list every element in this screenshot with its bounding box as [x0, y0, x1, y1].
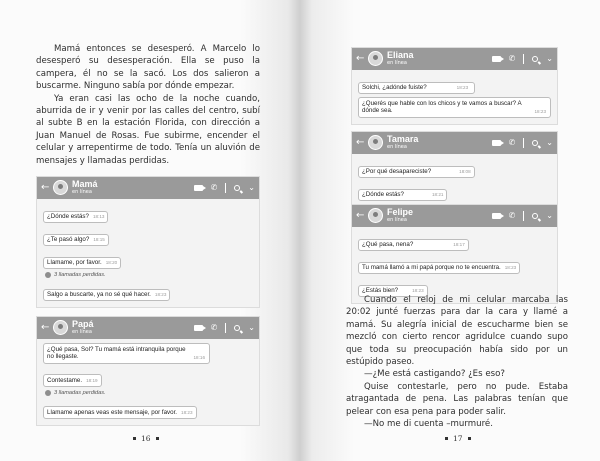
folio-dot: [445, 437, 448, 440]
missed-call-icon: [45, 272, 51, 278]
chat-body: [352, 154, 557, 207]
message-time: 18:23: [534, 109, 546, 115]
missed-calls-notice: 3 llamadas perdidas.: [45, 390, 253, 396]
chat-card-mama: [36, 176, 260, 308]
back-arrow-icon[interactable]: ←: [356, 53, 365, 64]
message-bubble[interactable]: Tu mamá llamó a mi papá porque no te encuentra. 18:23: [358, 262, 520, 275]
right-prose: [346, 294, 568, 430]
video-call-icon[interactable]: [194, 185, 203, 191]
paragraph: Mamá entonces se desesperó. A Marcelo lo desesperó su desesperación. Ella se puso la campera, él no se la sacó. Los dos salieron a buscarme. Ninguno sabía por dónde empezar.: [36, 44, 260, 92]
message-time: 18:19: [86, 377, 98, 383]
contact-name: Eliana: [387, 50, 414, 60]
phone-icon[interactable]: ✆: [508, 211, 516, 220]
message-time: 18:20: [105, 260, 118, 266]
page-number-left: 16: [133, 434, 159, 443]
avatar[interactable]: [53, 180, 68, 195]
chevron-down-icon[interactable]: ⌄: [546, 54, 553, 63]
message-bubble[interactable]: Contestame. 18:19: [43, 374, 102, 387]
message-bubble[interactable]: Salgo a buscarte, ya no sé qué hacer. 18:23: [43, 289, 170, 302]
search-icon[interactable]: [532, 140, 538, 146]
contact-name: Mamá: [72, 179, 98, 189]
message-time: 18:15: [93, 237, 105, 243]
message-time: 18:23: [504, 265, 517, 271]
header-icons: [194, 182, 255, 194]
avatar[interactable]: [53, 320, 68, 335]
contact-status: en línea: [387, 144, 407, 150]
paragraph: —No me di cuenta –murmuré.: [364, 419, 493, 430]
chat-header: [37, 177, 259, 199]
video-call-icon[interactable]: [492, 56, 501, 62]
contact-status: en línea: [72, 189, 92, 195]
message-bubble[interactable]: ¿Por qué desapareciste? 18:08: [358, 166, 475, 179]
message-time: 18:23: [412, 288, 424, 294]
folio-dot: [468, 437, 471, 440]
chevron-down-icon[interactable]: ⌄: [248, 183, 255, 192]
folio-dot: [133, 437, 136, 440]
message-bubble[interactable]: Llamame, por favor. 18:20: [43, 257, 121, 270]
back-arrow-icon[interactable]: ←: [356, 210, 365, 221]
message-bubble[interactable]: ¿Dónde estás? 18:21: [358, 189, 447, 202]
chat-card-tamara: [351, 131, 558, 208]
message-time: 18:13: [92, 214, 105, 219]
message-time: 18:23: [154, 292, 167, 298]
header-icons: [492, 53, 553, 65]
paragraph: —¿Me está castigando? ¿Es eso?: [364, 369, 505, 380]
divider: [523, 138, 524, 148]
contact-status: en línea: [387, 60, 407, 66]
chat-body: [352, 227, 557, 303]
paragraph: Ya eran casi las ocho de la noche cuando, aburrida de ir y venir por las calles del centro, subí al subte B en la estación Florida, con dirección a Juan Manuel de Rosas. Fue subirme, encender el celular y arrepentirme de todo. Tenía un aluvión de mensajes y llamadas perdidas.: [36, 93, 260, 166]
back-arrow-icon[interactable]: ←: [41, 182, 50, 193]
message-bubble[interactable]: ¿Dónde estás? 18:13: [43, 211, 108, 224]
right-page: [300, 0, 600, 461]
video-call-icon[interactable]: [492, 213, 501, 219]
search-icon[interactable]: [532, 213, 538, 219]
search-icon[interactable]: [234, 185, 240, 191]
folio-dot: [156, 437, 159, 440]
chat-card-felipe: [351, 204, 558, 304]
missed-call-icon: [45, 390, 51, 396]
header-icons: [194, 322, 255, 334]
message-time: 18:21: [431, 192, 444, 198]
contact-name: Felipe: [387, 207, 414, 217]
search-icon[interactable]: [532, 56, 538, 62]
back-arrow-icon[interactable]: ←: [356, 137, 365, 148]
divider: [523, 211, 524, 221]
phone-icon[interactable]: ✆: [210, 183, 218, 192]
message-time: 18:16: [193, 355, 205, 361]
divider: [225, 183, 226, 193]
chat-body: [37, 339, 259, 425]
back-arrow-icon[interactable]: ←: [41, 322, 50, 333]
contact-status: en línea: [72, 329, 92, 335]
chat-header: [37, 317, 259, 339]
phone-icon[interactable]: ✆: [508, 138, 516, 147]
chevron-down-icon[interactable]: ⌄: [546, 138, 553, 147]
chat-header: [352, 48, 557, 70]
left-prose: [36, 43, 260, 167]
message-bubble[interactable]: ¿Qué pasa, Sol? Tu mamá está intranquila porque no llegaste. 18:16: [43, 343, 210, 364]
message-time: 18:23: [456, 85, 469, 90]
search-icon[interactable]: [234, 325, 240, 331]
divider: [523, 54, 524, 64]
divider: [225, 323, 226, 333]
message-bubble[interactable]: Solchi, ¿adónde fuiste? 18:23: [358, 82, 475, 95]
video-call-icon[interactable]: [194, 325, 203, 331]
paragraph: Quise contestarle, pero no pude. Estaba atragantada de pena. Las palabras tenían que pelear con esa pena para poder salir.: [346, 381, 568, 417]
message-bubble[interactable]: ¿Qué pasa, nena? 18:17: [358, 239, 469, 252]
phone-icon[interactable]: ✆: [508, 54, 516, 63]
chevron-down-icon[interactable]: ⌄: [546, 211, 553, 220]
paragraph: Cuando el reloj de mi celular marcaba las 20:02 junté fuerzas para dar la cara y llamé a mamá. Su alegría inicial de escucharme bien se mezcló con cierto rencor agridulce cuando supo que toda su preocupación había sido por un estúpido paseo.: [346, 295, 568, 368]
chat-card-papa: [36, 316, 260, 426]
chat-body: [352, 70, 557, 124]
message-time: 18:08: [459, 169, 471, 174]
video-call-icon[interactable]: [492, 140, 501, 146]
avatar[interactable]: [368, 51, 383, 66]
chat-header: [352, 132, 557, 154]
chat-header: [352, 205, 557, 227]
avatar[interactable]: [368, 208, 383, 223]
contact-name: Papá: [72, 319, 94, 329]
page-number-right: 17: [445, 434, 471, 443]
header-icons: [492, 137, 553, 149]
header-icons: [492, 210, 553, 222]
message-bubble[interactable]: Llamame apenas veas este mensaje, por favor. 18:23: [43, 406, 197, 419]
chat-card-eliana: [351, 47, 558, 125]
contact-status: en línea: [387, 217, 407, 223]
message-bubble[interactable]: ¿Querés que hable con los chicos y te vamos a buscar? A dónde sea. 18:23: [358, 97, 551, 118]
chat-body: [37, 199, 259, 307]
message-bubble[interactable]: ¿Estás bien? 18:23: [358, 285, 428, 298]
phone-icon[interactable]: ✆: [210, 323, 218, 332]
contact-name: Tamara: [387, 134, 419, 144]
message-time: 18:23: [181, 409, 193, 415]
missed-calls-notice: 3 llamadas perdidas.: [45, 272, 253, 278]
message-bubble[interactable]: ¿Te pasó algo? 18:15: [43, 234, 109, 247]
chevron-down-icon[interactable]: ⌄: [248, 323, 255, 332]
message-time: 18:17: [453, 242, 465, 247]
avatar[interactable]: [368, 135, 383, 150]
